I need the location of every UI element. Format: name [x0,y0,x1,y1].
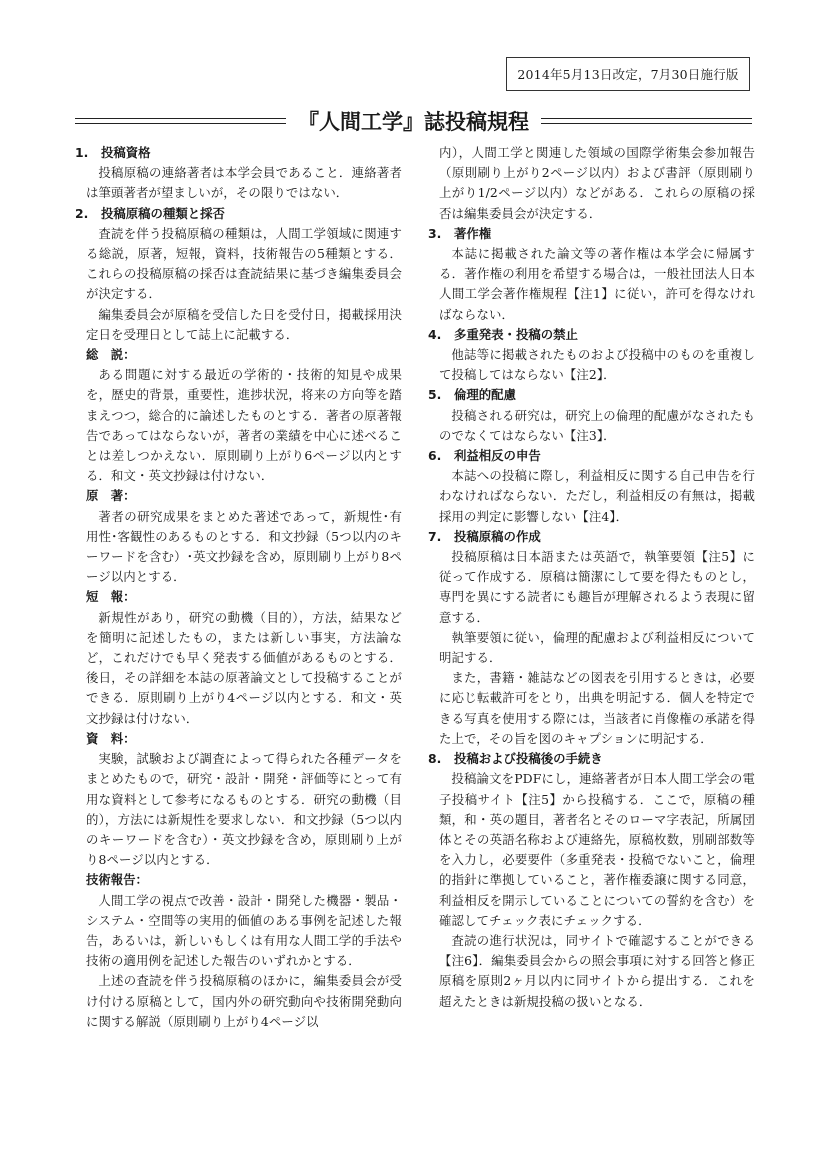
right-column [428,143,755,1012]
short-report-text: 新規性があり，研究の動機（目的），方法，結果などを簡明に記述したもの，または新しい事実，方法論など，これだけでも早く発表する価値があるものとする．後日，その詳細を本誌の原著論文として投稿することができる．原則刷り上がり4ページ以内とする．和文・英文抄録は付けない． [86,609,402,726]
section-6-heading: 6. 利益相反の申告 [428,448,541,464]
section-2-paragraph: 編集委員会が原稿を受信した日を受付日，掲載採用決定日を受理日として誌上に記載する． [86,306,402,342]
review-label: 総 説： [86,347,136,363]
original-label: 原 著： [86,488,136,504]
short-report-label: 短 報： [86,589,136,605]
data-report-text: 実験，試験および調査によって得られた各種データをまとめたもので，研究・設計・開発・評価等にとって有用な資料として参考になるものとする．研究の動機（目的），方法には新規性を要求しない．和文抄録（5つ以内のキーワードを含む）・英文抄録を含め，原則刷り上がり8ページ以内とする． [86,751,402,868]
section-2-paragraph-continued: 内），人間工学と関連した領域の国際学術集会参加報告（原則刷り上がり2ページ以内）および書評（原則刷り上がり1/2ページ以内）などがある．これらの原稿の採否は編集委員会が決定する． [439,145,755,221]
section-2-paragraph: 査読を伴う投稿原稿の種類は，人間工学領域に関連する総説，原著，短報，資料，技術報告の5種類とする．これらの投稿原稿の採否は査読結果に基づき編集委員会が決定する． [86,225,402,302]
section-3-heading: 3. 著作権 [428,225,492,241]
page-title: 『人間工学』誌投稿規程 [298,110,529,134]
section-4-heading: 4. 多重発表・投稿の禁止 [428,326,578,342]
review-text: ある問題に対する最近の学術的・技術的知見や成果を，歴史的背景，重要性，進捗状況，将来の方向等を踏まえつつ，総合的に論述したものとする．著者の原著報告であってはならないが，著者の業績を中心に述べることは差しつかえない．原則刷り上がり6ページ以内とする．和文・英文抄録は付けない． [86,367,402,484]
section-3-paragraph: 本誌に掲載された論文等の著作権は本学会に帰属する．著作権の利用を希望する場合は，一般社団法人日本人間工学会著作権規程【注1】に従い，許可を得なければならない． [439,246,755,322]
section-1-paragraph: 投稿原稿の連絡著者は本学会員であること．連絡著者は筆頭著者が望ましいが，その限りではない． [86,165,402,201]
left-column [75,143,402,1032]
section-7-paragraph: また，書籍・雑誌などの図表を引用するときは，必要に応じ転載許可をとり，出典を明記する．個人を特定できる写真を使用する際には，当該者に肖像権の承諾を得た上で，その旨を図のキャプションに明記する． [439,670,755,746]
section-5-paragraph: 投稿される研究は，研究上の倫理的配慮がなされたものでなくてはならない【注3】． [439,407,755,443]
revision-note: 2014年5月13日改定，7月30日施行版 [506,57,750,91]
original-text: 著者の研究成果をまとめた著述であって，新規性･有用性･客観性のあるものとする．和文抄録（5つ以内のキーワードを含む）･英文抄録を含め，原則刷り上がり8ページ以内とする． [86,508,402,585]
section-8-paragraph: 査読の進行状況は，同サイトで確認することができる【注6】．編集委員会からの照会事項に対する回答と修正原稿を原則2ヶ月以内に同サイトから提出する．これを超えたときは新規投稿の扱いとなる． [439,932,755,1009]
section-4-paragraph: 他誌等に掲載されたものおよび投稿中のものを重複して投稿してはならない【注2】． [439,347,755,383]
section-2-paragraph: 上述の査読を伴う投稿原稿のほかに，編集委員会が受け付ける原稿として，国内外の研究動向や技術開発動向に関する解説（原則刷り上がり4ページ以 [86,973,402,1029]
section-2-heading: 2. 投稿原稿の種類と採否 [75,205,225,221]
section-5-heading: 5. 倫理的配慮 [428,387,516,403]
section-1-heading: 1. 投稿資格 [75,145,151,160]
section-7-paragraph: 執筆要領に従い，倫理的配慮および利益相反について明記する． [439,629,755,666]
title-rule-right [541,118,752,124]
section-8-paragraph: 投稿論文をPDFにし，連絡著者が日本人間工学会の電子投稿サイト【注5】から投稿する．ここで，原稿の種類，和・英の題目，著者名とそのローマ字表記，所属団体とその英語名称および連絡先，原稿枚数，別刷部数等を入力し，必要要件（多重発表・投稿でないこと，倫理的指針に準拠していること，著作権委譲に関する同意，利益相反を開示していることについての誓約を含む）を確認してチェック表にチェックする． [439,771,755,928]
section-8-heading: 8. 投稿および投稿後の手続き [428,751,603,767]
section-6-paragraph: 本誌への投稿に際し，利益相反に関する自己申告を行わなければならない．ただし，利益相反の有無は，掲載採用の判定に影響しない【注4】． [439,468,755,524]
section-7-paragraph: 投稿原稿は日本語または英語で，執筆要領【注5】に従って作成する．原稿は簡潔にして要を得たものとし，専門を異にする読者にも趣旨が理解されるよう表現に留意する． [439,549,755,625]
technical-report-text: 人間工学の視点で改善・設計・開発した機器・製品・システム・空間等の実用的価値のある事例を記述した報告，あるいは，新しいもしくは有用な人間工学的手法や技術の適用例を記述した報告のいずれかとする． [86,892,402,969]
title-row [75,106,752,136]
technical-report-label: 技術報告： [86,872,148,888]
data-report-label: 資 料： [86,730,136,746]
section-7-heading: 7. 投稿原稿の作成 [428,528,541,544]
title-rule-left [75,118,286,124]
